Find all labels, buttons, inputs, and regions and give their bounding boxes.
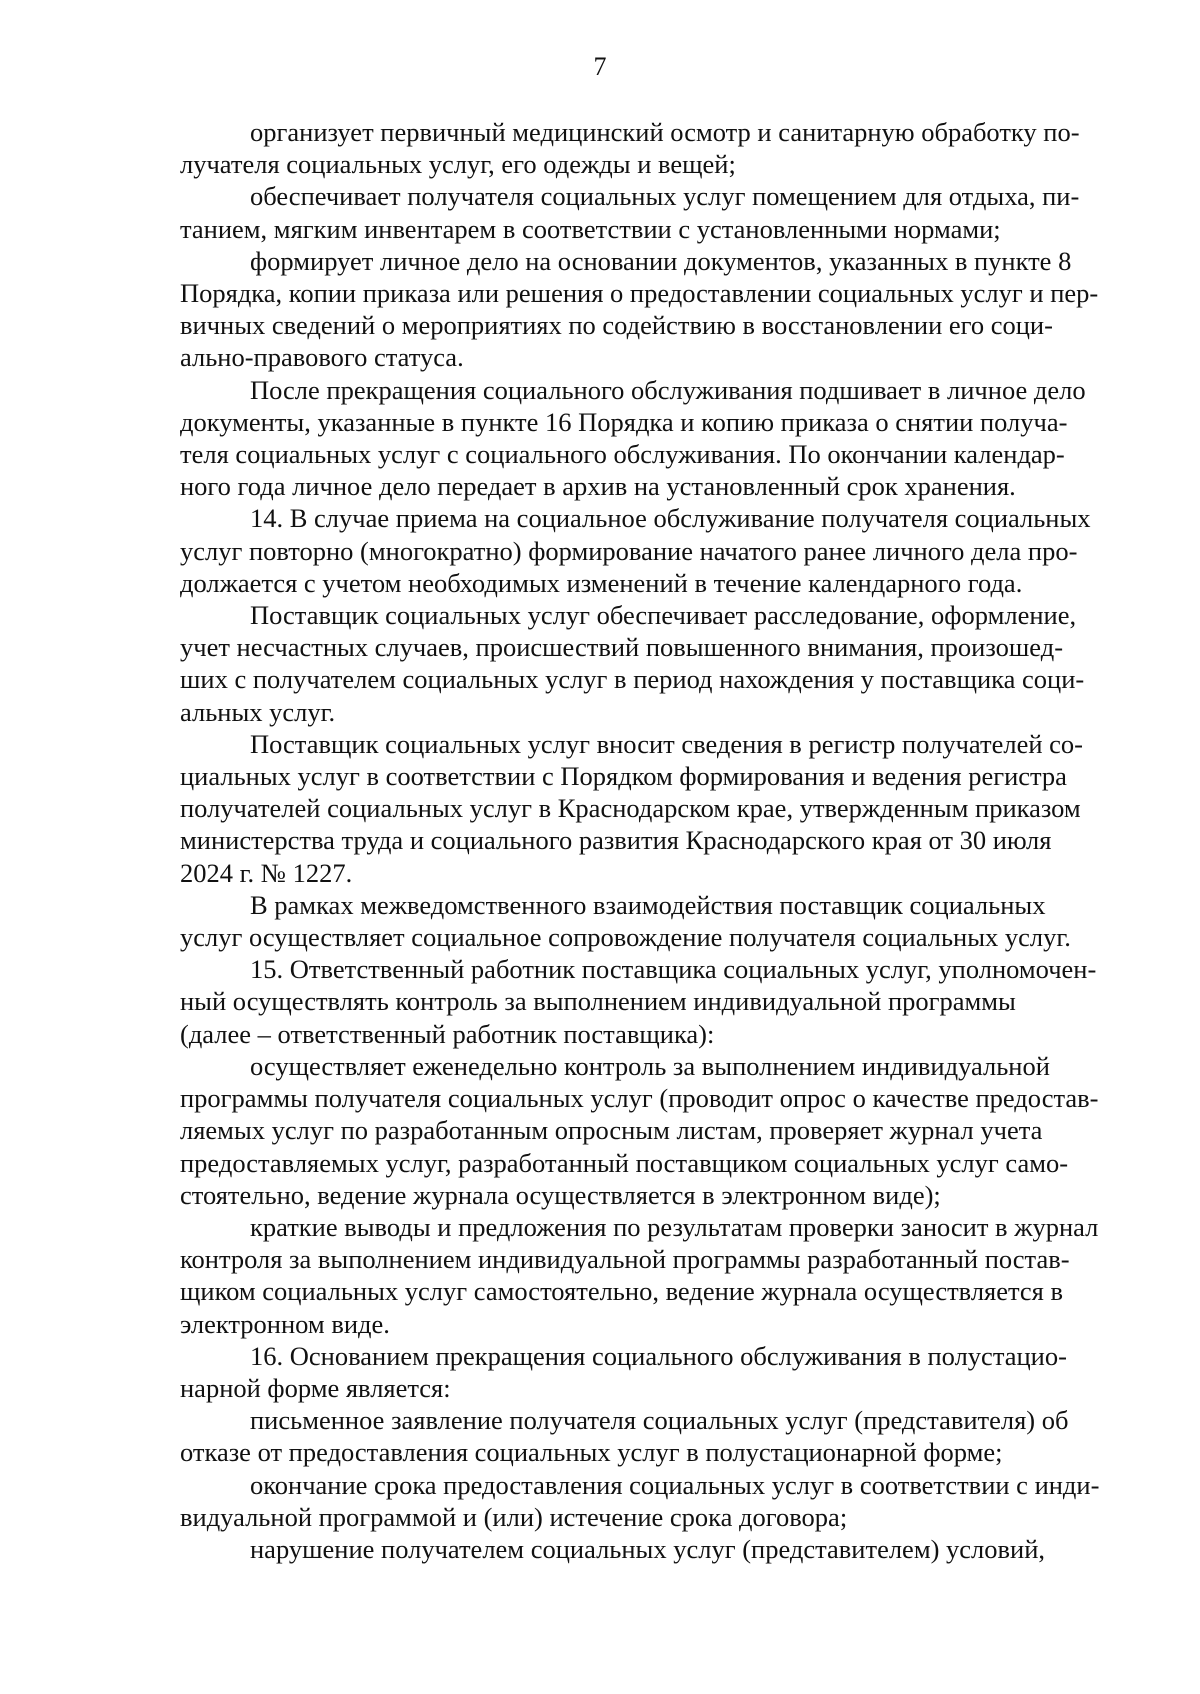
- text-line: учет несчастных случаев, происшествий повышенного внимания, произошед-: [180, 632, 1064, 663]
- paragraph: [180, 1211, 1145, 1340]
- text-line: обеспечивает получателя социальных услуг помещением для отдыха, пи-: [250, 181, 1080, 212]
- paragraph: [180, 1469, 1145, 1533]
- text-line: окончание срока предоставления социальных услуг в соответствии с инди-: [250, 1469, 1100, 1500]
- text-line: 16. Основанием прекращения социального обслуживания в полустацио-: [250, 1340, 1067, 1371]
- text-line: услуг повторно (многократно) формирование начатого ранее личного дела про-: [180, 535, 1078, 566]
- text-line: министерства труда и социального развития Краснодарского края от 30 июля: [180, 825, 1052, 856]
- text-line: услуг осуществляет социальное сопровождение получателя социальных услуг.: [180, 922, 1071, 953]
- text-line: ный осуществлять контроль за выполнением индивидуальной программы: [180, 986, 1016, 1017]
- text-line: электронном виде.: [180, 1308, 390, 1339]
- text-line: 15. Ответственный работник поставщика социальных услуг, уполномочен-: [250, 954, 1097, 985]
- text-line: Порядка, копии приказа или решения о предоставлении социальных услуг и пер-: [180, 278, 1099, 309]
- paragraph: [180, 1404, 1145, 1468]
- text-line: циальных услуг в соответствии с Порядком формирования и ведения регистра: [180, 761, 1067, 792]
- paragraph: [180, 245, 1145, 374]
- text-line: вичных сведений о мероприятиях по содействию в восстановлении его соци-: [180, 310, 1053, 341]
- text-line: танием, мягким инвентарем в соответствии с установленными нормами;: [180, 213, 1001, 244]
- paragraph: [180, 1050, 1145, 1211]
- text-line: ляемых услуг по разработанным опросным листам, проверяет журнал учета: [180, 1115, 1043, 1146]
- text-line: краткие выводы и предложения по результатам проверки заносит в журнал: [250, 1211, 1099, 1242]
- text-line: предоставляемых услуг, разработанный поставщиком социальных услуг само-: [180, 1147, 1069, 1178]
- page-number: 7: [593, 52, 607, 81]
- text-line: теля социальных услуг с социального обслуживания. По окончании календар-: [180, 439, 1065, 470]
- paragraph: [180, 374, 1145, 503]
- paragraph: [180, 180, 1145, 244]
- text-line: В рамках межведомственного взаимодействия поставщик социальных: [250, 889, 1046, 920]
- text-line: 14. В случае приема на социальное обслуживание получателя социальных: [250, 503, 1091, 534]
- paragraph: [180, 599, 1145, 728]
- text-line: Поставщик социальных услуг вносит сведения в регистр получателей со-: [250, 728, 1083, 759]
- paragraph: [180, 889, 1145, 953]
- paragraph: [180, 502, 1145, 599]
- paragraph: [180, 953, 1145, 1050]
- text-line: ально-правового статуса.: [180, 342, 464, 373]
- text-line: формирует личное дело на основании документов, указанных в пункте 8: [250, 245, 1072, 276]
- text-line: видуальной программой и (или) истечение срока договора;: [180, 1501, 848, 1532]
- text-line: должается с учетом необходимых изменений в течение календарного года.: [180, 567, 1023, 598]
- paragraph: [180, 728, 1145, 889]
- paragraph: [180, 116, 1145, 180]
- text-line: ших с получателем социальных услуг в период нахождения у поставщика соци-: [180, 664, 1085, 695]
- text-line: ного года личное дело передает в архив на установленный срок хранения.: [180, 471, 1016, 502]
- text-line: 2024 г. № 1227.: [180, 857, 353, 888]
- text-line: осуществляет еженедельно контроль за выполнением индивидуальной: [250, 1050, 1050, 1081]
- text-line: стоятельно, ведение журнала осуществляется в электронном виде);: [180, 1179, 941, 1210]
- text-line: (далее – ответственный работник поставщика):: [180, 1018, 715, 1049]
- text-line: отказе от предоставления социальных услуг в полустационарной форме;: [180, 1437, 1003, 1468]
- text-line: контроля за выполнением индивидуальной программы разработанный постав-: [180, 1244, 1070, 1275]
- text-line: письменное заявление получателя социальных услуг (представителя) об: [250, 1405, 1069, 1436]
- paragraph: [180, 1340, 1145, 1404]
- text-line: щиком социальных услуг самостоятельно, ведение журнала осуществляется в: [180, 1276, 1064, 1307]
- text-line: Поставщик социальных услуг обеспечивает расследование, оформление,: [250, 600, 1077, 631]
- text-line: нарной форме является:: [180, 1372, 451, 1403]
- document-body: [180, 116, 1145, 1565]
- text-line: После прекращения социального обслуживания подшивает в личное дело: [250, 374, 1086, 405]
- paragraph: [180, 1533, 1145, 1565]
- text-line: альных услуг.: [180, 696, 336, 727]
- text-line: документы, указанные в пункте 16 Порядка и копию приказа о снятии получа-: [180, 406, 1068, 437]
- text-line: организует первичный медицинский осмотр и санитарную обработку по-: [250, 117, 1080, 147]
- text-line: нарушение получателем социальных услуг (представителем) условий,: [250, 1533, 1046, 1564]
- text-line: получателей социальных услуг в Краснодарском крае, утвержденным приказом: [180, 793, 1081, 824]
- text-line: программы получателя социальных услуг (проводит опрос о качестве предостав-: [180, 1083, 1099, 1114]
- text-line: лучателя социальных услуг, его одежды и вещей;: [180, 149, 736, 180]
